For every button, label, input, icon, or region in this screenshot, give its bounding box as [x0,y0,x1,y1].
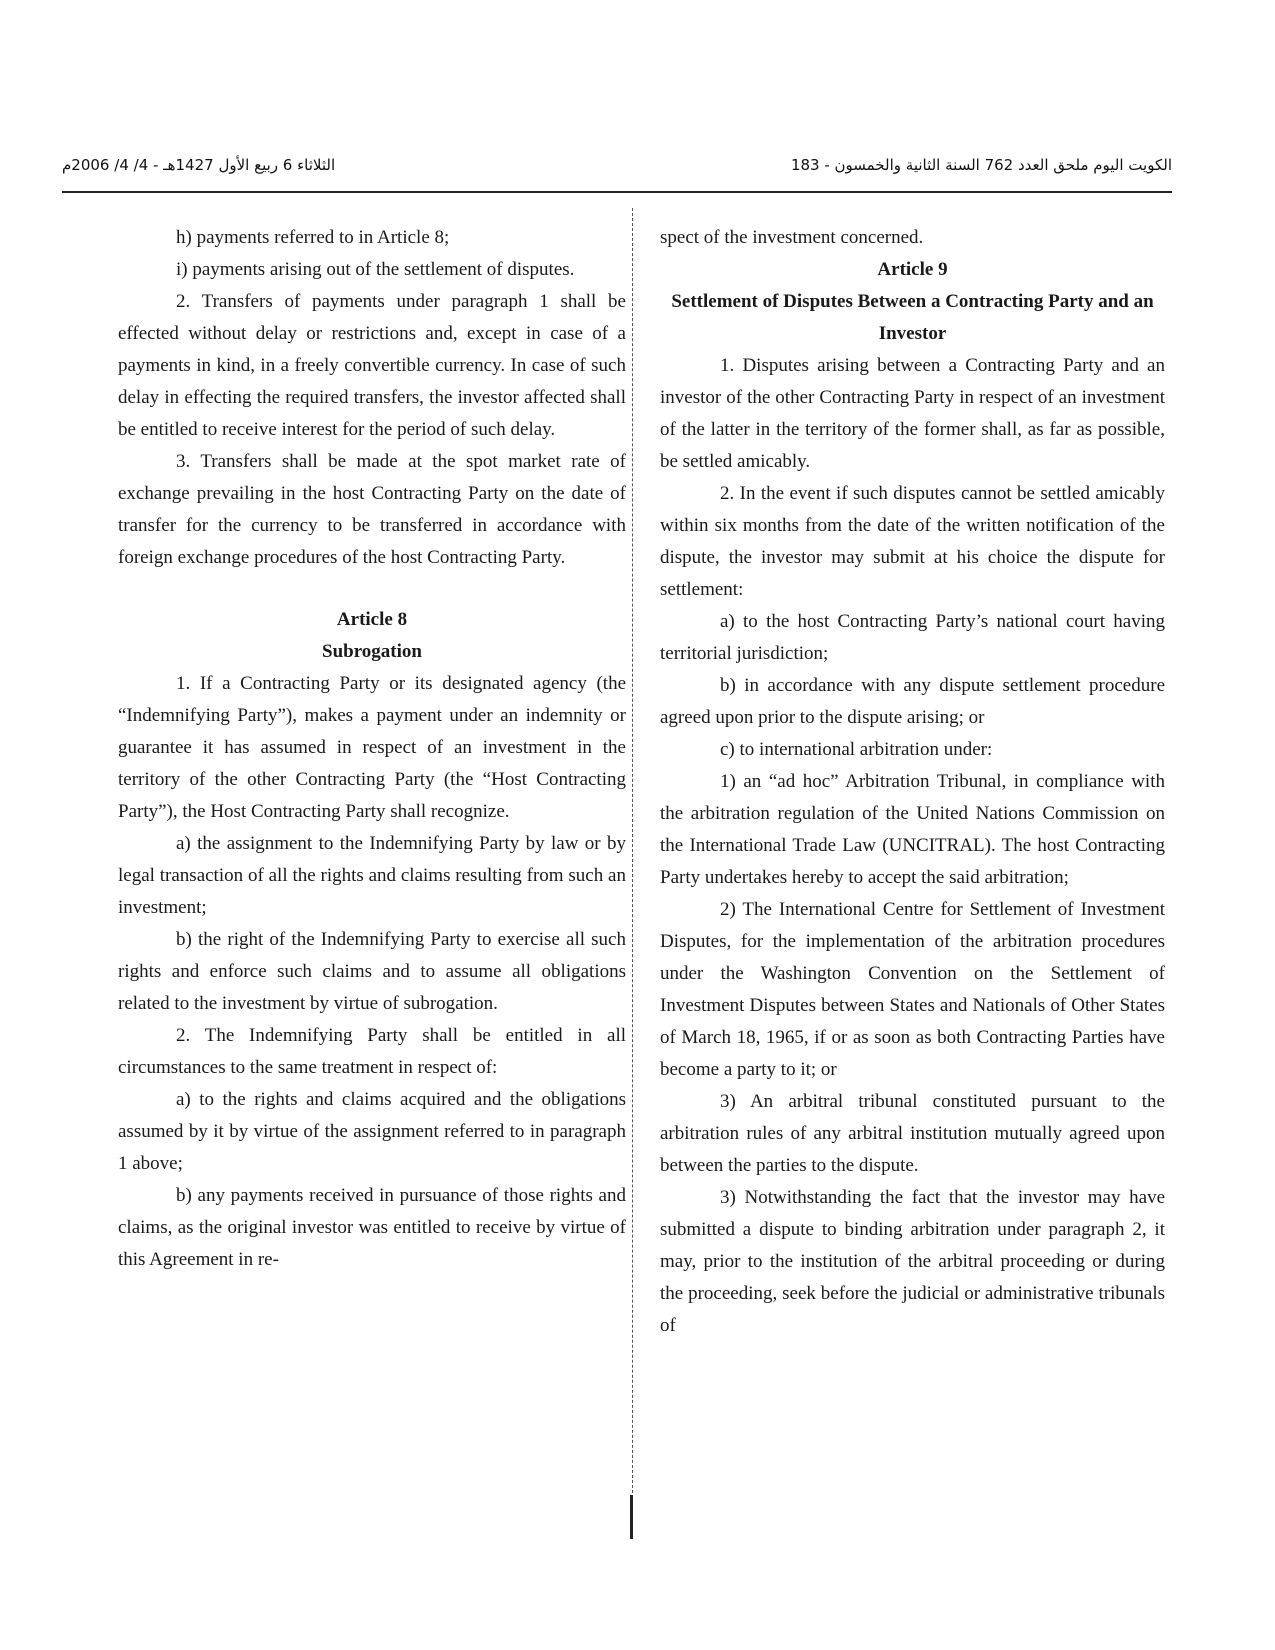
column-divider-mark [630,1495,633,1539]
article-9-title: Article 9 [877,259,948,280]
paragraph: 1. If a Contracting Party or its designated agency (the “Indemnifying Party”), makes a payment under an indemnity or guarantee it has assumed in respect of an investment in the territory of the other Contracting Party (the “Host Contracting Party”), the Host Contracting Party shall recognize. [118,673,626,822]
article-8-subtitle: Subrogation [322,641,422,662]
paragraph: 3) Notwithstanding the fact that the investor may have submitted a dispute to binding arbitration under paragraph 2, it may, prior to the institution of the arbitral proceeding or during the proceeding, seek before the judicial or administrative tribunals of [660,1187,1165,1336]
article-9-subtitle: Settlement of Disputes Between a Contracting Party and an Investor [671,291,1154,344]
paragraph: 2. Transfers of payments under paragraph 1 shall be effected without delay or restrictions and, except in case of a payments in kind, in a freely convertible currency. In case of such delay in effecting the required transfers, the investor affected shall be entitled to receive interest for the period of such delay. [118,291,626,440]
header-rule [62,191,1172,193]
left-column [118,222,626,1276]
right-column [660,222,1165,1342]
paragraph: c) to international arbitration under: [720,739,993,760]
paragraph: spect of the investment concerned. [660,227,924,248]
paragraph: a) the assignment to the Indemnifying Party by law or by legal transaction of all the rights and claims resulting from such an investment; [118,833,626,918]
paragraph: b) the right of the Indemnifying Party to exercise all such rights and enforce such claims and to assume all obligations related to the investment by virtue of subrogation. [118,929,626,1014]
paragraph: b) in accordance with any dispute settlement procedure agreed upon prior to the dispute arising; or [660,675,1165,728]
spacer [118,574,626,604]
paragraph: 2) The International Centre for Settlement of Investment Disputes, for the implementation of the arbitration procedures under the Washington Convention on the Settlement of Investment Disputes between States and Nationals of Other States of March 18, 1965, if or as soon as both Contracting Parties have become a party to it; or [660,899,1165,1080]
article-8-title: Article 8 [336,609,408,630]
paragraph: 2. The Indemnifying Party shall be entitled in all circumstances to the same treatment in respect of: [118,1025,626,1078]
paragraph: a) to the rights and claims acquired and the obligations assumed by it by virtue of the assignment referred to in paragraph 1 above; [118,1089,626,1174]
header-publication-info: الكويت اليوم ملحق العدد 762 السنة الثانية والخمسون - 183 [790,156,1172,174]
paragraph: 3. Transfers shall be made at the spot market rate of exchange prevailing in the host Contracting Party on the date of transfer for the currency to be transferred in accordance with foreign exchange procedures of the host Contracting Party. [118,451,626,568]
paragraph: 3) An arbitral tribunal constituted pursuant to the arbitration rules of any arbitral institution mutually agreed upon between the parties to the dispute. [660,1091,1165,1176]
paragraph: 1) an “ad hoc” Arbitration Tribunal, in compliance with the arbitration regulation of the United Nations Commission on the International Trade Law (UNCITRAL). The host Contracting Party undertakes hereby to accept the said arbitration; [660,771,1165,888]
paragraph: a) to the host Contracting Party’s national court having territorial jurisdiction; [660,611,1165,664]
column-divider [632,208,633,1508]
paragraph: b) any payments received in pursuance of those rights and claims, as the original investor was entitled to receive by virtue of this Agreement in re- [118,1185,626,1270]
paragraph: i) payments arising out of the settlement of disputes. [176,259,575,280]
page-header [62,148,1172,180]
paragraph: 2. In the event if such disputes cannot be settled amicably within six months from the date of the written notification of the dispute, the investor may submit at his choice the dispute for settlement: [660,483,1165,600]
paragraph: h) payments referred to in Article 8; [176,227,450,248]
paragraph: 1. Disputes arising between a Contracting Party and an investor of the other Contracting Party in respect of an investment of the latter in the territory of the former shall, as far as possible, be settled amicably. [660,355,1165,472]
header-date: الثلاثاء 6 ربيع الأول 1427هـ - 4/ 4/ 2006م [62,156,336,174]
